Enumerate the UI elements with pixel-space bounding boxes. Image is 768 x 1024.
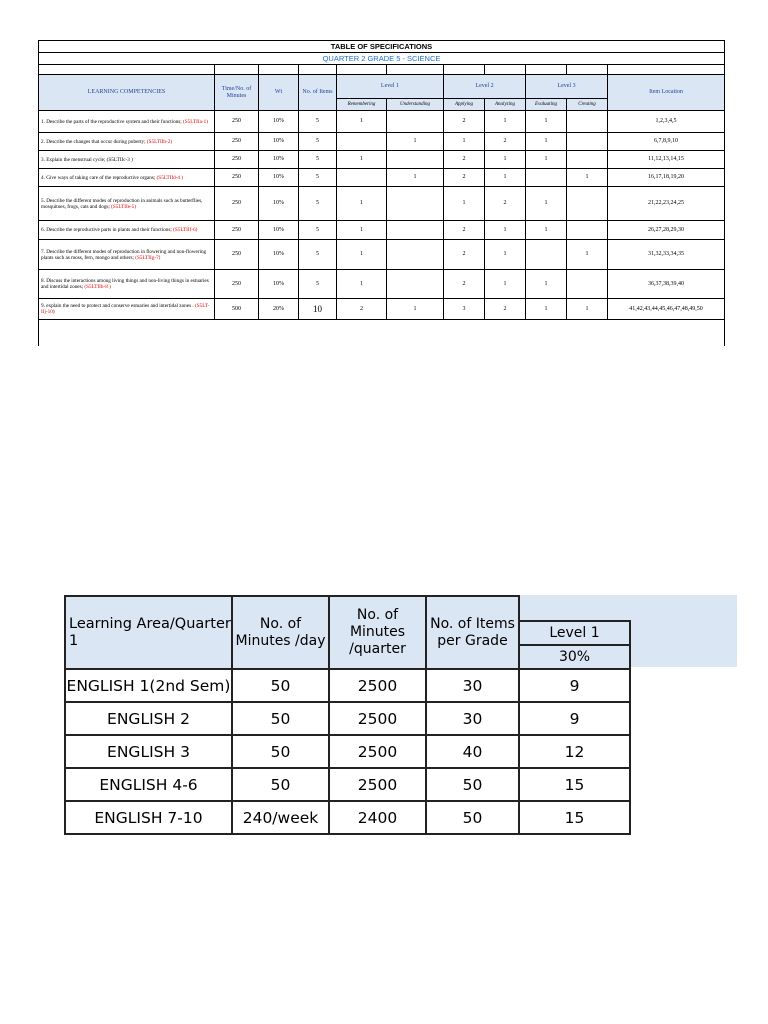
cell-level: 9 [519,702,630,735]
table-row [65,801,630,834]
cell-app: 2 [444,240,485,270]
cell-minutes-day: 50 [232,768,329,801]
cell-rem [337,133,387,151]
header-minutes-quarter: No. of Minutes /quarter [329,596,426,669]
header-creating: Creating [567,99,608,111]
table-row [39,299,725,320]
competency-cell [39,133,215,151]
cell-rem: 1 [337,151,387,169]
cell-wt: 10% [259,240,299,270]
competency-cell [39,240,215,270]
competency-cell [39,299,215,320]
competency-text: 5. Describe the different modes of reproduction in animals such as butterflies, mosquitoes, frogs, cats and dogs; [41,197,203,210]
cell-time: 250 [215,221,259,240]
competency-code: (S5LT-IIj-10 [41,303,210,315]
cell-app: 2 [444,221,485,240]
cell-rem: 1 [337,270,387,299]
cell-level: 9 [519,669,630,702]
cell-wt: 10% [259,221,299,240]
competency-code: (S5LTIIg-7) [135,254,161,261]
header-evaluating: Evaluating [526,99,567,111]
cell-area: ENGLISH 2 [65,702,232,735]
cell-eva: 1 [526,270,567,299]
table-of-specifications [38,40,725,346]
cell-area: ENGLISH 3 [65,735,232,768]
cell-wt: 20% [259,299,299,320]
header-understanding: Understanding [387,99,444,111]
header-percent: 30% [519,645,630,669]
cell-items: 5 [299,240,337,270]
cell-time: 250 [215,111,259,133]
competency-text: 4. Give ways of taking care of the reproductive organs; [41,174,157,181]
cell-und [387,187,444,221]
competency-text: 8. Discuss the interactions among living things and non-living things in estuaries and intertidal zones; [41,278,209,290]
cell-cre [567,133,608,151]
table-row [39,240,725,270]
header-item-location: Item Location [608,75,725,111]
competency-text: 3. Explain the menstrual cycle; (S5LTIIc-3 ) [41,156,133,163]
cell-loc: 1,2,3,4,5 [608,111,725,133]
cell-minutes-day: 50 [232,702,329,735]
cell-items: 50 [426,801,519,834]
header-wt: Wt [259,75,299,111]
header-items-grade: No. of Items per Grade [426,596,519,669]
table-row [39,270,725,299]
table-row [39,133,725,151]
spec-table-body [39,111,725,320]
competency-code: (S5LTIIh-8 ) [84,284,111,290]
cell-ana: 1 [485,240,526,270]
cell-loc: 41,42,43,44,45,46,47,48,49,50 [608,299,725,320]
table-row [39,111,725,133]
cell-und: 1 [387,133,444,151]
header-minutes-day: No. of Minutes /day [232,596,329,669]
competency-cell [39,151,215,169]
cell-app: 2 [444,111,485,133]
table-row [65,768,630,801]
competency-text: 2. Describe the changes that occur during puberty; [41,138,147,145]
cell-eva: 1 [526,299,567,320]
cell-app: 2 [444,151,485,169]
cell-ana: 1 [485,111,526,133]
cell-ana: 2 [485,187,526,221]
competency-code: (S5LTIId-4 ) [156,174,184,181]
cell-area: ENGLISH 1(2nd Sem) [65,669,232,702]
learning-table-body [65,669,630,834]
table-row [65,702,630,735]
competency-cell [39,111,215,133]
cell-items: 5 [299,187,337,221]
cell-und: 1 [387,299,444,320]
cell-app: 1 [444,187,485,221]
cell-cre [567,111,608,133]
cell-minutes-quarter: 2400 [329,801,426,834]
cell-time: 250 [215,270,259,299]
cell-und [387,270,444,299]
cell-area: ENGLISH 7-10 [65,801,232,834]
cell-time: 250 [215,187,259,221]
table-row [39,187,725,221]
cell-und [387,151,444,169]
cell-wt: 10% [259,133,299,151]
cell-cre: 1 [567,240,608,270]
cell-level: 12 [519,735,630,768]
competency-code: (S5LTIIa-1) [183,118,208,125]
cell-eva [526,169,567,187]
cell-und [387,221,444,240]
cell-loc: 21,22,23,24,25 [608,187,725,221]
header-level-3: Level 3 [526,75,608,99]
cell-wt: 10% [259,151,299,169]
cell-level: 15 [519,768,630,801]
cell-rem: 1 [337,240,387,270]
cell-items: 5 [299,169,337,187]
cell-ana: 1 [485,270,526,299]
table-row [65,669,630,702]
competency-cell [39,187,215,221]
cell-minutes-quarter: 2500 [329,768,426,801]
cell-time: 250 [215,151,259,169]
cell-time: 500 [215,299,259,320]
cell-items: 40 [426,735,519,768]
cell-ana: 2 [485,299,526,320]
competency-text: 9. explain the need to protect and conserve estuaries and intertidal zones . [41,303,195,309]
cell-items: 5 [299,111,337,133]
cell-ana: 1 [485,151,526,169]
cell-app: 3 [444,299,485,320]
cell-loc: 16,17,18,19,20 [608,169,725,187]
cell-items: 5 [299,151,337,169]
header-level-2: Level 2 [444,75,526,99]
cell-rem: 2 [337,299,387,320]
cell-rem: 1 [337,187,387,221]
header-learning-area: Learning Area/Quarter 1 [65,596,232,669]
cell-loc: 36,37,38,39,40 [608,270,725,299]
table-row [39,221,725,240]
cell-cre [567,151,608,169]
header-time: Time/No. of Minutes [215,75,259,111]
spec-title: TABLE OF SPECIFICATIONS [39,41,725,53]
cell-time: 250 [215,169,259,187]
competency-text: 6. Describe the reproductive parts in plants and their functions; [41,227,174,233]
cell-minutes-day: 240/week [232,801,329,834]
competency-cell [39,270,215,299]
learning-area-table [64,595,631,835]
cell-wt: 10% [259,187,299,221]
header-remembering: Remembering [337,99,387,111]
header-analyzing: Analyzing [485,99,526,111]
spec-subtitle: QUARTER 2 GRADE 5 - SCIENCE [39,53,725,65]
cell-ana: 1 [485,169,526,187]
cell-und: 1 [387,169,444,187]
cell-items: 5 [299,221,337,240]
cell-minutes-quarter: 2500 [329,669,426,702]
cell-eva: 1 [526,187,567,221]
cell-minutes-quarter: 2500 [329,702,426,735]
cell-wt: 10% [259,111,299,133]
cell-rem: 1 [337,221,387,240]
competency-code: (S5LTIIf-6) [173,227,198,233]
competency-cell [39,221,215,240]
cell-und [387,240,444,270]
cell-time: 250 [215,133,259,151]
cell-ana: 2 [485,133,526,151]
cell-loc: 31,32,33,34,35 [608,240,725,270]
cell-eva: 1 [526,151,567,169]
cell-app: 2 [444,270,485,299]
cell-rem [337,169,387,187]
cell-app: 2 [444,169,485,187]
cell-ana: 1 [485,221,526,240]
cell-und [387,111,444,133]
header-applying: Applying [444,99,485,111]
cell-eva: 1 [526,111,567,133]
table-row [65,735,630,768]
cell-app: 1 [444,133,485,151]
cell-level: 15 [519,801,630,834]
cell-items: 5 [299,133,337,151]
cell-eva: 1 [526,221,567,240]
header-competencies: LEARNING COMPETENCIES [39,75,215,111]
cell-items: 30 [426,669,519,702]
header-items: No. of Items [299,75,337,111]
cell-wt: 10% [259,270,299,299]
cell-loc: 6,7,8,9,10 [608,133,725,151]
cell-loc: 11,12,13,14,15 [608,151,725,169]
table-row [39,169,725,187]
cell-cre [567,270,608,299]
cell-cre [567,187,608,221]
competency-text: 1. Describe the parts of the reproductive system and their functions; [41,118,184,125]
cell-loc: 26,27,28,29,30 [608,221,725,240]
table-row [39,151,725,169]
cell-items: 5 [299,270,337,299]
competency-code: (S5LTIIb-2) [146,138,173,145]
competency-tail: ) [52,309,55,315]
competency-code: (S5LTIIe-5) [111,203,137,210]
cell-cre: 1 [567,299,608,320]
cell-minutes-quarter: 2500 [329,735,426,768]
cell-items: 30 [426,702,519,735]
cell-items: 50 [426,768,519,801]
cell-items: 10 [299,299,337,320]
cell-cre [567,221,608,240]
cell-minutes-day: 50 [232,735,329,768]
competency-text: 7. Describe the different modes of reproduction in flowering and non-flowering plants such as moss, fern, mongo and others; [41,248,207,261]
cell-eva [526,240,567,270]
cell-wt: 10% [259,169,299,187]
cell-time: 250 [215,240,259,270]
cell-area: ENGLISH 4-6 [65,768,232,801]
competency-cell [39,169,215,187]
cell-minutes-day: 50 [232,669,329,702]
cell-eva: 1 [526,133,567,151]
header-level-1: Level 1 [519,621,630,645]
header-level-1: Level 1 [337,75,444,99]
cell-cre: 1 [567,169,608,187]
cell-rem: 1 [337,111,387,133]
